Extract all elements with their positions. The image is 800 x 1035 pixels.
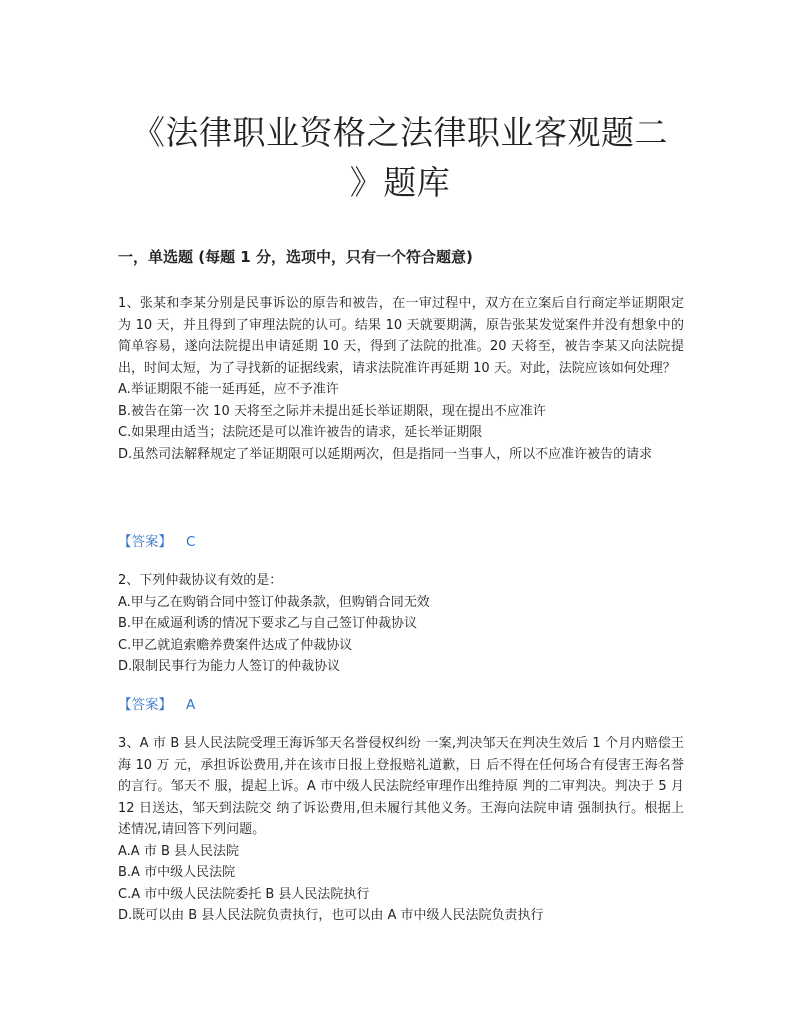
document-title [100,108,700,208]
question-3-option-c: C.A 市中级人民法院委托 B 县人民法院执行 [118,886,370,902]
question-2-answer [118,694,195,716]
question-1-option-d: D.虽然司法解释规定了举证期限可以延期两次，但是指同一当事人，所以不应准许被告的请求 [118,446,653,462]
document-title-line-2: 》题库 [349,163,451,202]
question-3-stem: 3、A 市 B 县人民法院受理王海诉邹天名誉侵权纠纷 一案,判决邹天在判决生效后 1 个月内赔偿王海 10 万 元，承担诉讼费用,并在该市日报上登报赔礼道歉，日 后不得在任何场合有侵害王海名誉的言行。邹天不 服，提起上诉。A 市中级人民法院经审理作出维持原 判的二审判决。判决于 5 月 12 日送达，邹天到法院交 纳了诉讼费用,但未履行其他义务。王海向法院申请 强制执行。根据上述情况,请回答下列问题。 [118,736,684,837]
section-heading: 一，单选题 (每题 1 分，选项中，只有一个符合题意) [118,248,473,266]
question-2-option-a: A.甲与乙在购销合同中签订仲裁条款，但购销合同无效 [118,594,430,610]
question-1-option-a: A.举证期限不能一延再延，应不予准许 [118,382,339,397]
answer-label: 【答案】 [118,697,172,713]
document-title-line-1: 《法律职业资格之法律职业客观题二 [132,113,668,152]
question-2 [118,570,684,678]
question-2-option-d: D.限制民事行为能力人签订的仲裁协议 [118,659,341,674]
question-3-option-a: A.A 市 B 县人民法院 [118,843,240,859]
question-1-stem: 1、张某和李某分别是民事诉讼的原告和被告，在一审过程中，双方在立案后自行商定举证期限定为 10 天，并且得到了审理法院的认可。结果 10 天就要期满，原告张某发觉案件并没有想象中的简单容易，遂向法院提出申请延期 10 天，得到了法院的批准。20 天将至，被告李某又向法院提出，时间太短，为了寻找新的证据线索，请求法院准许再延期 10 天。对此，法院应该如何处理？ [118,296,684,376]
answer-value: A [186,697,196,713]
question-3-option-d: D.既可以由 B 县人民法院负责执行，也可以由 A 市中级人民法院负责执行 [118,908,544,923]
question-2-option-c: C.甲乙就追索赡养费案件达成了仲裁协议 [118,637,353,653]
question-1 [118,293,684,465]
answer-label: 【答案】 [118,534,172,550]
question-1-option-c: C.如果理由适当；法院还是可以准许被告的请求，延长举证期限 [118,425,483,440]
question-1-option-b: B.被告在第一次 10 天将至之际并未提出延长举证期限，现在提出不应准许 [118,403,546,419]
question-3-option-b: B.A 市中级人民法院 [118,865,236,880]
question-2-stem: 2、下列仲裁协议有效的是： [118,573,283,588]
question-1-answer [118,531,195,553]
question-3 [118,733,684,927]
question-2-option-b: B.甲在威逼利诱的情况下要求乙与自己签订仲裁协议 [118,616,418,631]
answer-value: C [186,534,196,550]
